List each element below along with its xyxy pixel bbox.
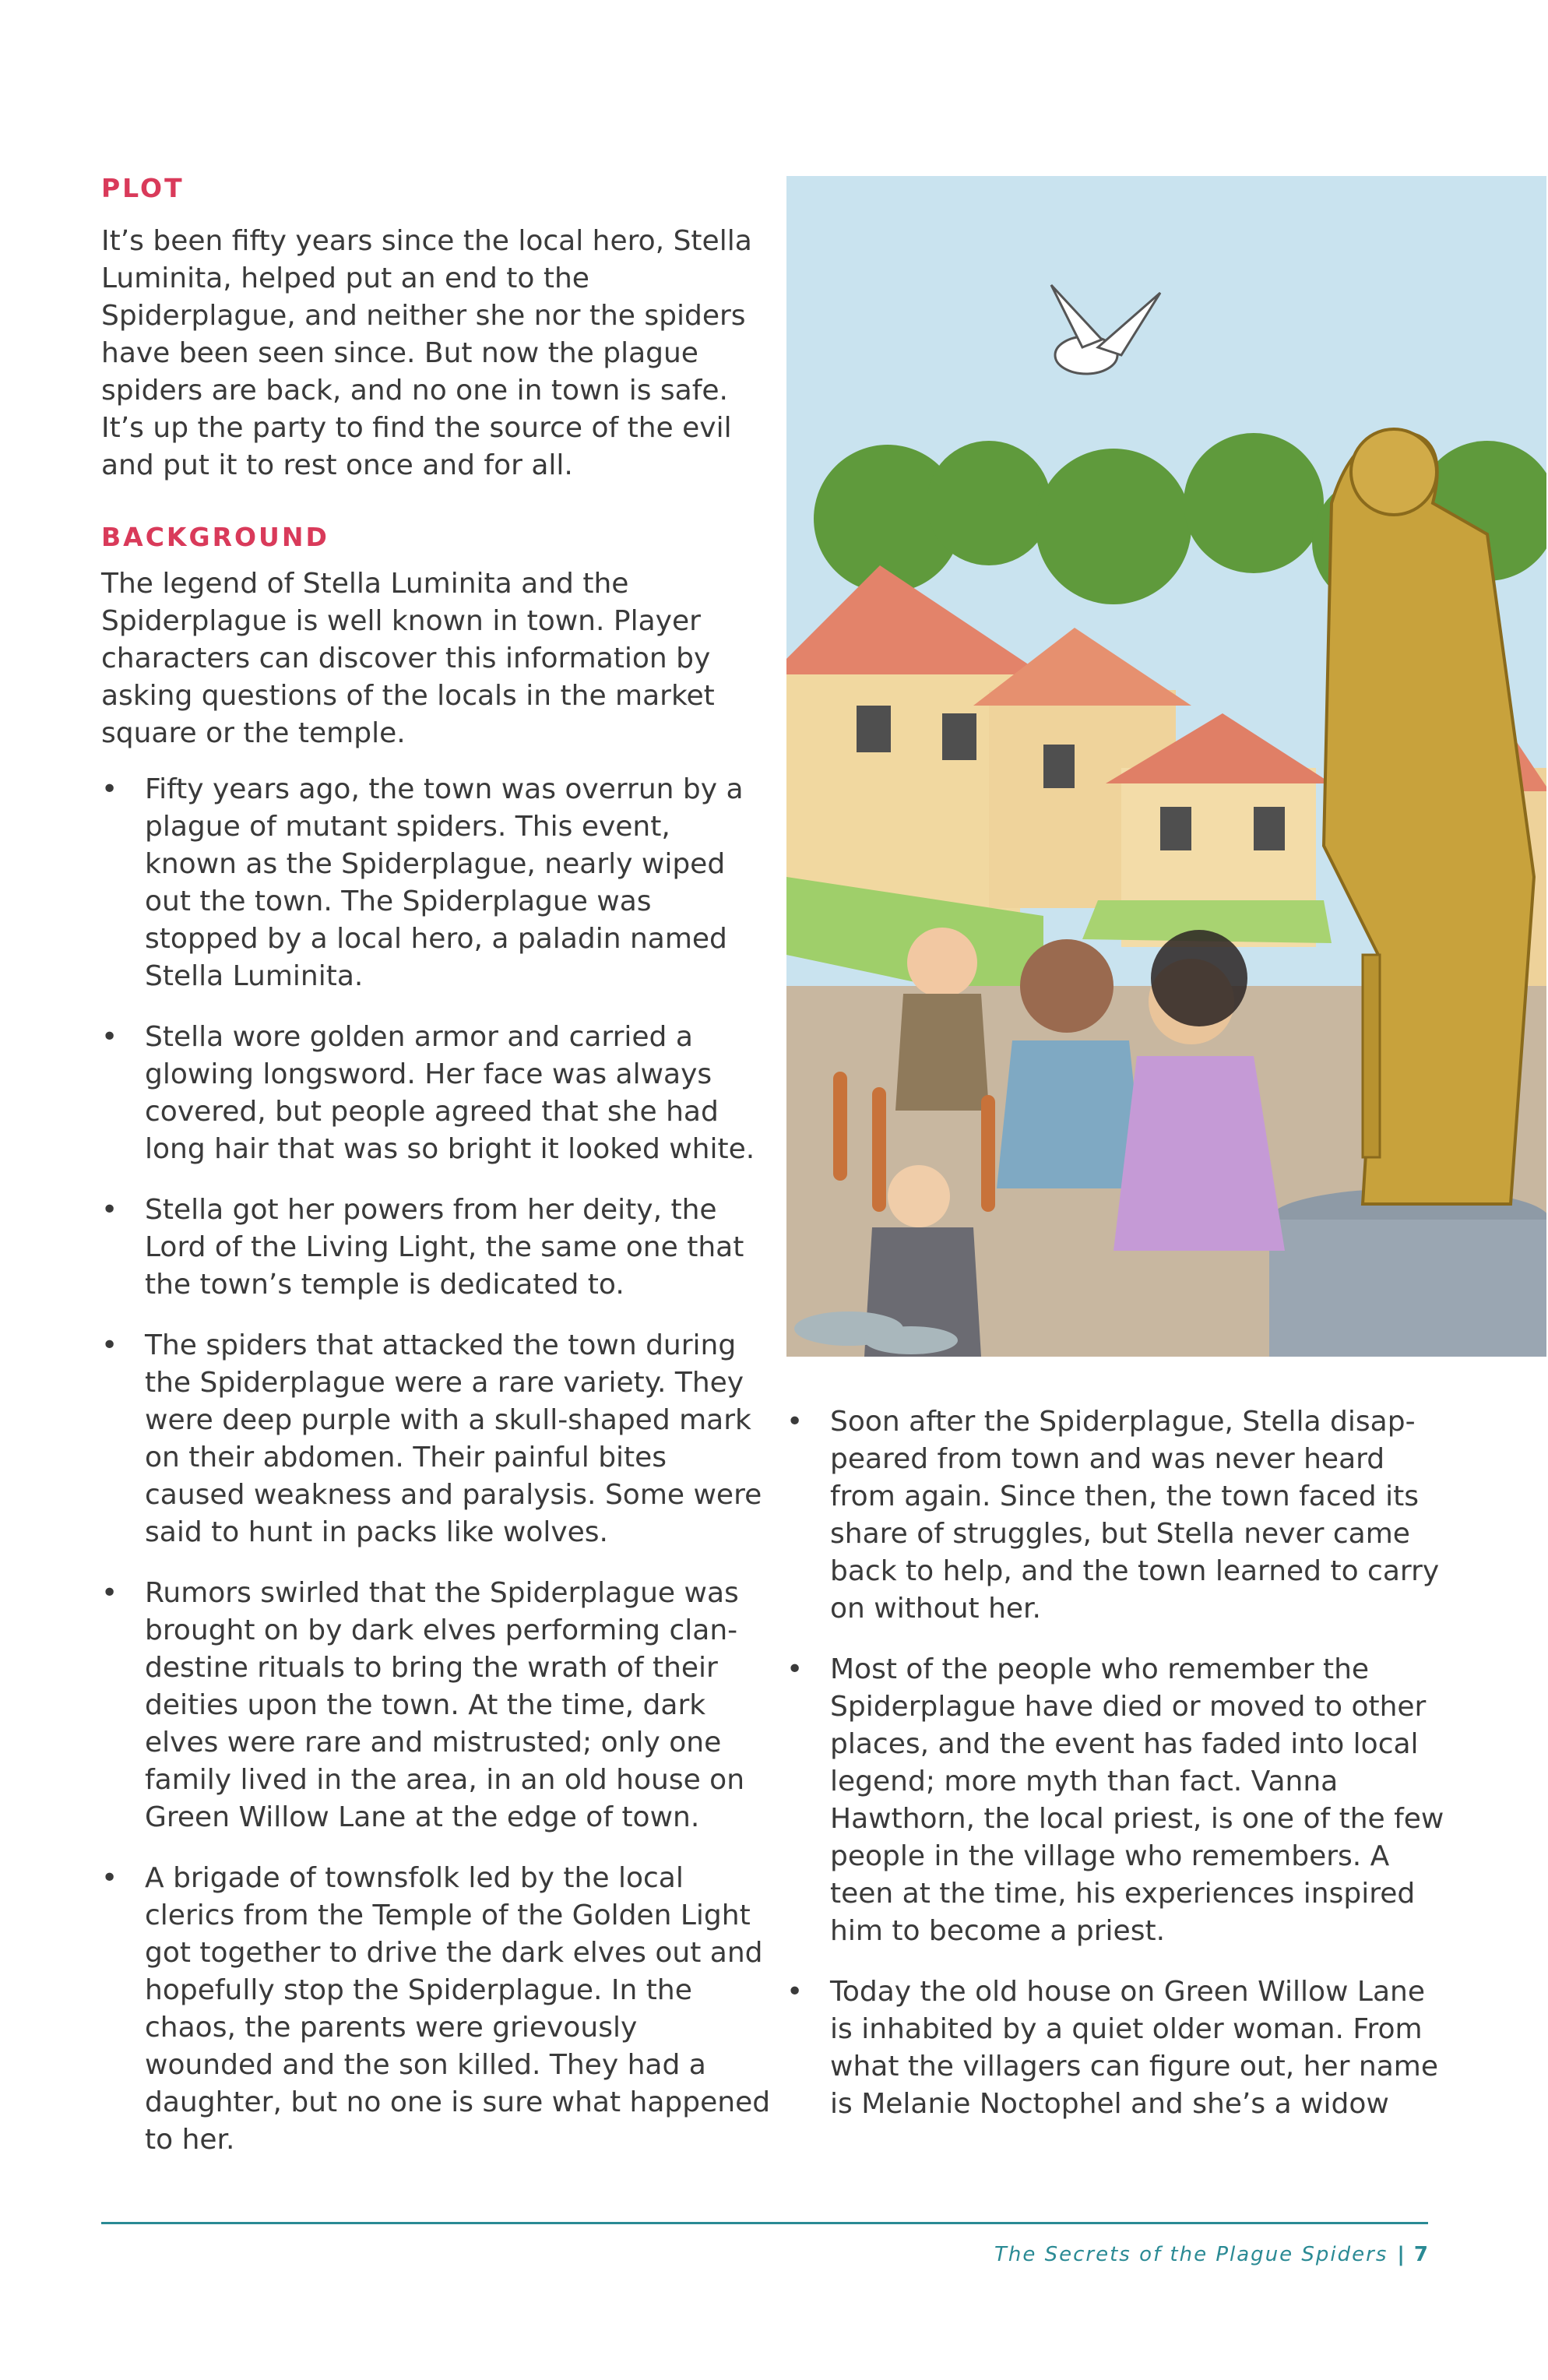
footer <box>994 2243 1428 2266</box>
background-intro: The legend of Stella Luminita and the Spiderplague is well known in town. Player characters can discover this information by asking questions of the locals in the market square or the temple. <box>101 568 715 749</box>
background-heading: BACKGROUND <box>101 522 329 552</box>
footer-rule <box>101 2222 1428 2224</box>
footer-book-title: The Secrets of the Plague Spiders <box>994 2243 1388 2266</box>
bullet-item: • Stella got her powers from her deity, the Lord of the Living Light, the same one that the town’s temple is dedicated to. <box>101 1192 771 1304</box>
plot-heading: PLOT <box>101 173 185 203</box>
background-bullets-column-2 <box>786 1403 1456 2146</box>
background-bullets-column-1 <box>101 771 771 2182</box>
plot-text: It’s been fifty years since the local hero, Stella Luminita, helped put an end to the Spiderplague, and neither she nor the spiders have been seen since. But now the plague spiders are back, and no one in town is safe. It’s up the party to find the source of the evil and put it to rest once and for all. <box>101 225 752 481</box>
page-number: 7 <box>1413 2243 1428 2266</box>
bullet-item: • Most of the people who remember the Spiderplague have died or moved to other places, and the event has faded into local legend; more myth than fact. Vanna Hawthorn, the local priest, is one of the few people in the village who remembers. A teen at the time, his experiences inspired him to become a priest. <box>786 1651 1456 1950</box>
market-square-illustration <box>786 176 1546 1357</box>
bullet-item: • Rumors swirled that the Spiderplague was brought on by dark elves performing clan-destine rituals to bring the wrath of their deities upon the town. At the time, dark elves were rare and mistrusted; only one family lived in the area, in an old house on Green Willow Lane at the edge of town. <box>101 1575 771 1836</box>
bullet-item: • Today the old house on Green Willow Lane is inhabited by a quiet older woman. From what the villagers can figure out, her name is Melanie Noctophel and she’s a widow <box>786 1973 1456 2123</box>
footer-separator: | <box>1397 2243 1405 2266</box>
bullet-item: • Stella wore golden armor and carried a glowing longsword. Her face was always covered, but people agreed that she had long hair that was so bright it looked white. <box>101 1019 771 1168</box>
bullet-item: • A brigade of townsfolk led by the local clerics from the Temple of the Golden Light got together to drive the dark elves out and hopefully stop the Spiderplague. In the chaos, the parents were grievously wounded and the son killed. They had a daughter, but no one is sure what happened to her. <box>101 1860 771 2159</box>
bullet-item: • Soon after the Spiderplague, Stella disap-peared from town and was never heard from again. Since then, the town faced its share of struggles, but Stella never came back to help, and the town learned to carry on without her. <box>786 1403 1456 1628</box>
bullet-item: • Fifty years ago, the town was overrun by a plague of mutant spiders. This event, known as the Spiderplague, nearly wiped out the town. The Spiderplague was stopped by a local hero, a paladin named Stella Luminita. <box>101 771 771 995</box>
illustration-svg <box>786 176 1546 1357</box>
bullet-item: • The spiders that attacked the town during the Spiderplague were a rare variety. They were deep purple with a skull-shaped mark on their abdomen. Their painful bites caused weakness and paralysis. Some were said to hunt in packs like wolves. <box>101 1327 771 1551</box>
